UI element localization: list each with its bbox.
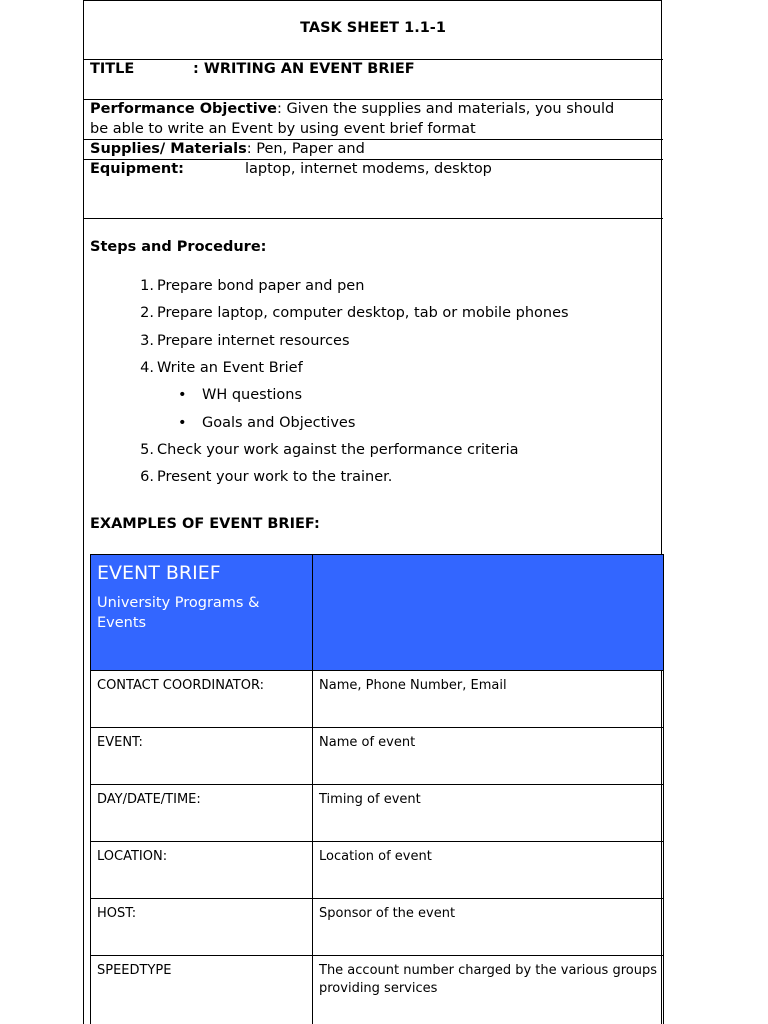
value-cell: Name, Phone Number, Email [313, 671, 664, 728]
divider [83, 218, 663, 219]
table-header-row [91, 555, 664, 671]
step-text: Prepare internet resources [157, 333, 350, 349]
field-cell: DAY/DATE/TIME: [91, 785, 313, 842]
field-cell: LOCATION: [91, 842, 313, 899]
table-row [91, 899, 664, 956]
title-label: TITLE [90, 61, 135, 77]
table-header-cell [91, 555, 313, 671]
event-brief-heading: EVENT BRIEF [97, 562, 221, 584]
value-cell: Timing of event [313, 785, 664, 842]
step-text: Prepare bond paper and pen [157, 278, 365, 294]
event-brief-table [90, 554, 664, 1024]
step-number: 3. [140, 333, 154, 349]
step-text: Prepare laptop, computer desktop, tab or mobile phones [157, 305, 569, 321]
supplies-label: Supplies/ Materials [90, 141, 247, 157]
event-brief-subheading: University Programs & Events [97, 595, 260, 631]
title-value: : WRITING AN EVENT BRIEF [193, 61, 415, 77]
value-line: providing services [319, 981, 438, 996]
step-number: 5. [140, 442, 154, 458]
value-cell: Location of event [313, 842, 664, 899]
table-row [91, 842, 664, 899]
step-number: 1. [140, 278, 154, 294]
objective-label: Performance Objective [90, 101, 278, 117]
objective-line2: be able to write an Event by using event brief format [90, 121, 476, 137]
field-cell: SPEEDTYPE [91, 956, 313, 1024]
table-row [91, 671, 664, 728]
equipment-label: Equipment: [90, 161, 184, 177]
value-cell [313, 956, 664, 1024]
supplies-value: : Pen, Paper and [246, 141, 365, 157]
table-row [91, 728, 664, 785]
objective-line1 [90, 99, 614, 119]
bullet-icon: • [178, 387, 187, 403]
step-text: Present your work to the trainer. [157, 469, 393, 485]
field-cell: CONTACT COORDINATOR: [91, 671, 313, 728]
sub-item-text: Goals and Objectives [202, 415, 356, 431]
bullet-icon: • [178, 415, 187, 431]
step-text: Check your work against the performance criteria [157, 442, 519, 458]
step-number: 4. [140, 360, 154, 376]
step-text: Write an Event Brief [157, 360, 303, 376]
value-line: The account number charged by the various groups [319, 963, 657, 978]
value-cell: Name of event [313, 728, 664, 785]
procedure-heading: Steps and Procedure: [90, 239, 267, 255]
equipment-value: laptop, internet modems, desktop [245, 161, 492, 177]
value-cell: Sponsor of the event [313, 899, 664, 956]
task-sheet-title: TASK SHEET 1.1-1 [300, 20, 446, 36]
table-row [91, 785, 664, 842]
field-cell: EVENT: [91, 728, 313, 785]
examples-heading: EXAMPLES OF EVENT BRIEF: [90, 516, 320, 532]
supplies-row [90, 139, 365, 159]
objective-text: : Given the supplies and materials, you should [277, 101, 615, 117]
sub-item-text: WH questions [202, 387, 303, 403]
table-row [91, 956, 664, 1024]
step-number: 6. [140, 469, 154, 485]
table-header-cell [313, 555, 664, 671]
step-number: 2. [140, 305, 154, 321]
field-cell: HOST: [91, 899, 313, 956]
